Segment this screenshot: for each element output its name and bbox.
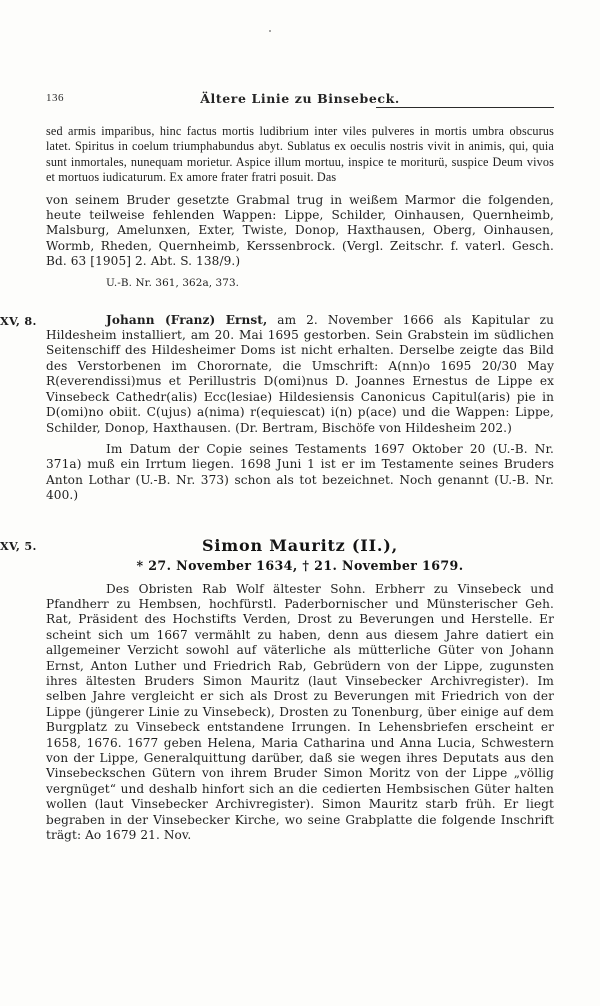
page-speck	[269, 30, 271, 32]
running-head-rule	[376, 107, 554, 108]
paragraph-latin-continuation	[46, 124, 554, 186]
section-margin-number: XV, 8.	[0, 313, 37, 328]
section-xv-5-dates: * 27. November 1634, † 21. November 1679.	[136, 557, 464, 573]
paragraph-text: von seinem Bruder gesetzte Grabmal trug in weißem Marmor die folgenden, heute teilweise fehlenden Wappen: Lippe, Schilder, Oinhausen, Quernheimb, Malsburg, Amelunxen, Exter, Twiste, Donop, Haxthausen, Oberg, Oinhausen, Wormb, Rheden, Quernheimb, Kerssenbrock. (Vergl. Zeitschr. f. vaterl. Gesch. Bd. 63 [1905] 2. Abt. S. 138/9.)	[46, 192, 554, 269]
running-head	[46, 92, 554, 114]
section-margin-number: XV, 5.	[0, 538, 37, 553]
section-xv-5-paragraph-1: Des Obristen Rab Wolf ältester Sohn. Erbherr zu Vinsebeck und Pfandherr zu Hembsen, hochfürstl. Paderbornischer und Münsterischer Geh. Rat, Präsident des Hochstifts Verden, Drost zu Beverungen und Herstelle. Er scheint sich um 1667 vermählt zu haben, denn aus diesem Jahre datiert ein allgemeiner Verzicht sowohl auf väterliche als mütterliche Güter von Johann Ernst, Anton Luther und Friedrich Rab, Gebrüdern von der Lippe, zugunsten ihres ältesten Bruders Simon Mauritz (laut Vinsebecker Archivregister). Im selben Jahre vergleicht er sich als Drost zu Beverungen mit Friedrich von der Lippe (jüngerer Linie zu Vinsebeck), Drosten zu Tonenburg, über einige auf dem Burgplatz zu Vinsebeck entstandene Irrungen. In Lehensbriefen erscheint er 1658, 1676. 1677 geben Helena, Maria Catharina und Anna Lucia, Schwestern von der Lippe, Generalquittung darüber, daß sie wegen ihres Deputats aus den Vinsebeckschen Gütern von ihrem Bruder Simon Moritz von der Lippe „völlig vergnüget“ und deshalb hinfort sich an die cedierten Hembsischen Güter halten wollen (laut Vinsebecker Archivregister). Simon Mauritz starb früh. Er liegt begraben in der Vinsebecker Kirche, wo seine Grabplatte die folgende Inschrift trägt: Ao 1679 21. Nov.	[46, 581, 554, 843]
section-xv-8-body: am 2. November 1666 als Kapitular zu Hildesheim installiert, am 20. Mai 1695 gestorben. Sein Grabstein im südlichen Seitenschiff des Hildesheimer Doms ist nicht erhalten. Derselbe zeigte das Bild des Verstorbenen im Chorornate, die Umschrift: A(nn)o 1695 20/30 May R(everendissi)mus et Perillustris D(omi)nus D. Joannes Ernestus de Lippe ex Vinsebeck Cathedr(alis) Ecc(lesiae) Hildesiensis Canonicus Capitul(aris) pie in D(omi)no obiit. C(ujus) a(nima) r(equiescat) i(n) p(ace) und die Wappen: Lippe, Schilder, Donop, Haxthausen. (Dr. Bertram, Bischöfe von Hildesheim 202.)	[46, 312, 554, 435]
running-head-title: Ältere Linie zu Binsebeck.	[200, 91, 400, 106]
folio-number: 136	[46, 92, 64, 104]
reference-line-1	[46, 277, 554, 290]
page-content	[0, 91, 554, 843]
paragraph-text: sed armis imparibus, hinc factus mortis ludibrium inter viles pulveres in mortis umbra obscurus latet. Spiritus in coelum triumphabundus abyt. Sublatus ex oeculis nostris vivit in animis, qui, quia sunt inmortales, nunequam morietur. Aspice illum mortuu, inspice te moriturü, suspice Deum vivos et mortuos iudicaturum. Ex amore frater fratri posuit. Das	[46, 124, 554, 185]
section-xv-8	[0, 312, 554, 504]
section-xv-5-heading: Simon Mauritz (II.),	[202, 535, 398, 555]
section-xv-8-paragraph-1	[46, 313, 554, 436]
section-xv-8-lead-name: Johann (Franz) Ernst,	[106, 312, 268, 327]
paragraph-fraktur-wappen	[46, 193, 554, 270]
section-xv-8-paragraph-2: Im Datum der Copie seines Testaments 1697 Oktober 20 (U.-B. Nr. 371a) muß ein Irrtum liegen. 1698 Juni 1 ist er im Testamente seines Bruders Anton Lothar (U.-B. Nr. 373) schon als tot bezeichnet. Noch genannt (U.-B. Nr. 400.)	[46, 441, 554, 503]
section-xv-5	[0, 535, 554, 844]
reference-text: U.-B. Nr. 361, 362a, 373.	[106, 276, 240, 289]
